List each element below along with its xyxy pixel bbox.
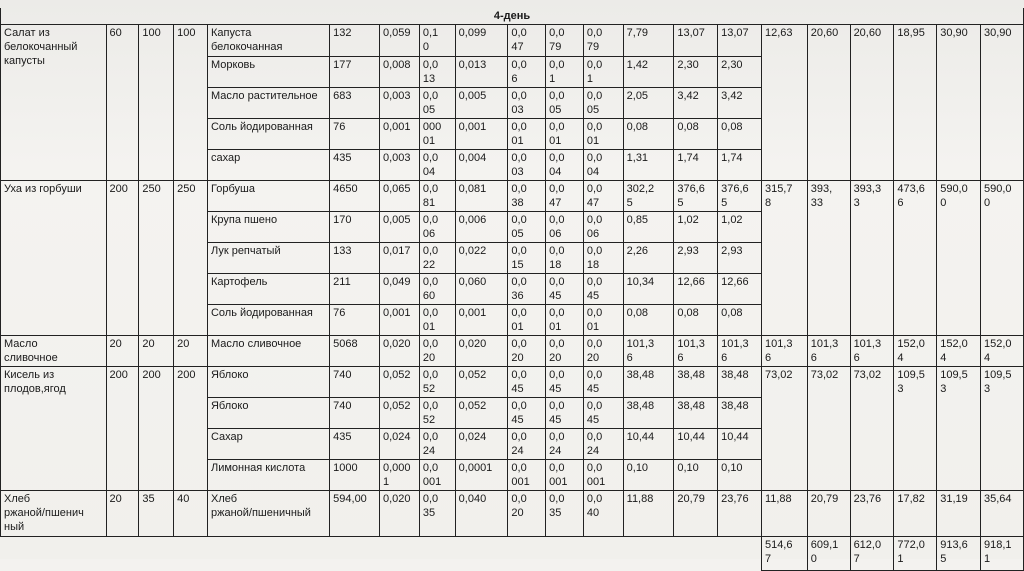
ingredient-col-3: 0,0 04: [419, 150, 455, 181]
ingredient-col-1: 740: [330, 367, 380, 398]
ingredient-col-6: 0,0 1: [546, 57, 584, 88]
ingredient-col-4: 0,006: [455, 212, 508, 243]
ingredient-col-1: 435: [330, 429, 380, 460]
ingredient-col-9: 2,30: [674, 57, 718, 88]
dish-total-5: 590,0 0: [937, 181, 981, 336]
ingredient-col-6: 0,0 45: [546, 274, 584, 305]
day-header: 4-день: [1, 8, 1024, 25]
ingredient-col-5: 0,0 01: [508, 119, 546, 150]
ingredient-col-1: 683: [330, 88, 380, 119]
dish-total-1: 12,63: [761, 25, 807, 181]
ingredient-col-8: 38,48: [623, 398, 674, 429]
portion-weight-3: 20: [174, 336, 208, 367]
dish-total-2: 20,79: [807, 491, 850, 537]
ingredient-col-5: 0,0 03: [508, 150, 546, 181]
ingredient-col-9: 38,48: [674, 398, 718, 429]
ingredient-col-7: 0,0 40: [583, 491, 623, 537]
dish-name: Салат из белокочанный капусты: [1, 25, 107, 181]
ingredient-col-8: 11,88: [623, 491, 674, 537]
ingredient-col-5: 0,0 01: [508, 305, 546, 336]
dish-total-4: 18,95: [894, 25, 937, 181]
ingredient-col-5: 0,0 03: [508, 88, 546, 119]
ingredient-name: Хлеб ржаной/пшеничный: [207, 491, 329, 537]
ingredient-col-10: 2,30: [718, 57, 762, 88]
ingredient-name: Соль йодированная: [207, 305, 329, 336]
table-row: [1, 336, 1024, 367]
ingredient-col-6: 0,0 79: [546, 25, 584, 57]
ingredient-col-3: 0,0 81: [419, 181, 455, 212]
dish-total-5: 109,5 3: [937, 367, 981, 491]
portion-weight-2: 200: [139, 367, 174, 491]
dish-total-5: 152,0 4: [937, 336, 981, 367]
ingredient-col-1: 435: [330, 150, 380, 181]
ingredient-col-1: 740: [330, 398, 380, 429]
ingredient-col-6: 0,0 01: [546, 119, 584, 150]
ingredient-col-6: 0,0 45: [546, 367, 584, 398]
ingredient-col-3: 0,0 13: [419, 57, 455, 88]
ingredient-name: Соль йодированная: [207, 119, 329, 150]
portion-weight-1: 200: [106, 181, 139, 336]
ingredient-col-6: 0,0 05: [546, 88, 584, 119]
dish-name: Хлеб ржаной/пшенич ный: [1, 491, 107, 537]
portion-weight-1: 20: [106, 336, 139, 367]
dish-total-3: 393,3 3: [850, 181, 894, 336]
ingredient-col-2: 0,017: [379, 243, 419, 274]
dish-total-6: 109,5 3: [981, 367, 1024, 491]
ingredient-col-5: 0,0 05: [508, 212, 546, 243]
dish-total-4: 17,82: [894, 491, 937, 537]
ingredient-col-2: 0,008: [379, 57, 419, 88]
dish-total-3: 73,02: [850, 367, 894, 491]
ingredient-col-8: 2,05: [623, 88, 674, 119]
ingredient-col-9: 20,79: [674, 491, 718, 537]
ingredient-col-1: 594,00: [330, 491, 380, 537]
ingredient-name: Капуста белокочанная: [207, 25, 329, 57]
ingredient-col-8: 1,31: [623, 150, 674, 181]
ingredient-col-7: 0,0 45: [583, 367, 623, 398]
ingredient-col-3: 0,0 01: [419, 305, 455, 336]
ingredient-col-6: 0,0 18: [546, 243, 584, 274]
ingredient-col-7: 0,0 01: [583, 119, 623, 150]
ingredient-name: Яблоко: [207, 398, 329, 429]
ingredient-col-1: 1000: [330, 460, 380, 491]
ingredient-col-2: 0,020: [379, 336, 419, 367]
ingredient-col-5: 0,0 45: [508, 398, 546, 429]
ingredient-col-9: 10,44: [674, 429, 718, 460]
ingredient-col-10: 10,44: [718, 429, 762, 460]
ingredient-col-4: 0,024: [455, 429, 508, 460]
ingredient-col-8: 0,08: [623, 305, 674, 336]
ingredient-col-10: 1,74: [718, 150, 762, 181]
ingredient-col-9: 0,10: [674, 460, 718, 491]
ingredient-col-9: 376,6 5: [674, 181, 718, 212]
portion-weight-1: 20: [106, 491, 139, 537]
grand-total-5: 913,6 5: [937, 537, 981, 571]
dish-total-5: 31,19: [937, 491, 981, 537]
ingredient-col-10: 23,76: [718, 491, 762, 537]
ingredient-col-4: 0,081: [455, 181, 508, 212]
ingredient-col-4: 0,052: [455, 367, 508, 398]
dish-total-6: 30,90: [981, 25, 1024, 181]
grand-total-row: [1, 537, 1024, 571]
ingredient-col-4: 0,001: [455, 305, 508, 336]
ingredient-col-7: 0,0 1: [583, 57, 623, 88]
ingredient-col-6: 0,0 47: [546, 181, 584, 212]
ingredient-col-2: 0,001: [379, 119, 419, 150]
dish-total-6: 590,0 0: [981, 181, 1024, 336]
ingredient-col-9: 1,74: [674, 150, 718, 181]
ingredient-name: Сахар: [207, 429, 329, 460]
portion-weight-3: 40: [174, 491, 208, 537]
ingredient-col-2: 0,003: [379, 88, 419, 119]
ingredient-col-2: 0,000 1: [379, 460, 419, 491]
ingredient-col-4: 0,022: [455, 243, 508, 274]
ingredient-col-2: 0,065: [379, 181, 419, 212]
ingredient-name: сахар: [207, 150, 329, 181]
ingredient-col-2: 0,049: [379, 274, 419, 305]
ingredient-col-4: 0,005: [455, 88, 508, 119]
dish-total-1: 101,3 6: [761, 336, 807, 367]
ingredient-col-9: 12,66: [674, 274, 718, 305]
ingredient-col-10: 3,42: [718, 88, 762, 119]
ingredient-col-9: 13,07: [674, 25, 718, 57]
ingredient-col-8: 10,44: [623, 429, 674, 460]
ingredient-col-7: 0,0 04: [583, 150, 623, 181]
dish-total-2: 20,60: [807, 25, 850, 181]
ingredient-col-7: 0,0 06: [583, 212, 623, 243]
ingredient-col-8: 38,48: [623, 367, 674, 398]
ingredient-col-8: 0,08: [623, 119, 674, 150]
ingredient-col-1: 76: [330, 119, 380, 150]
grand-total-2: 609,1 0: [807, 537, 850, 571]
portion-weight-2: 250: [139, 181, 174, 336]
ingredient-col-3: 0,1 0: [419, 25, 455, 57]
ingredient-col-7: 0,0 18: [583, 243, 623, 274]
ingredient-col-3: 0,0 001: [419, 460, 455, 491]
portion-weight-3: 250: [174, 181, 208, 336]
ingredient-col-10: 12,66: [718, 274, 762, 305]
ingredient-col-3: 0,0 52: [419, 367, 455, 398]
grand-total-3: 612,0 7: [850, 537, 894, 571]
ingredient-col-6: 0,0 06: [546, 212, 584, 243]
ingredient-col-2: 0,052: [379, 367, 419, 398]
ingredient-col-1: 5068: [330, 336, 380, 367]
ingredient-col-4: 0,001: [455, 119, 508, 150]
ingredient-col-1: 177: [330, 57, 380, 88]
portion-weight-2: 100: [139, 25, 174, 181]
ingredient-col-8: 1,42: [623, 57, 674, 88]
table-row: [1, 181, 1024, 212]
ingredient-col-7: 0,0 24: [583, 429, 623, 460]
dish-total-2: 101,3 6: [807, 336, 850, 367]
table-row: [1, 25, 1024, 57]
dish-total-3: 20,60: [850, 25, 894, 181]
ingredient-col-4: 0,0001: [455, 460, 508, 491]
ingredient-col-7: 0,0 45: [583, 274, 623, 305]
portion-weight-3: 200: [174, 367, 208, 491]
ingredient-col-5: 0,0 38: [508, 181, 546, 212]
ingredient-col-6: 0,0 24: [546, 429, 584, 460]
ingredient-col-5: 0,0 45: [508, 367, 546, 398]
ingredient-col-2: 0,024: [379, 429, 419, 460]
ingredient-name: Масло растительное: [207, 88, 329, 119]
grand-total-1: 514,6 7: [761, 537, 807, 571]
ingredient-col-10: 13,07: [718, 25, 762, 57]
ingredient-col-2: 0,005: [379, 212, 419, 243]
portion-weight-2: 20: [139, 336, 174, 367]
ingredient-col-7: 0,0 20: [583, 336, 623, 367]
dish-name: Масло сливочное: [1, 336, 107, 367]
dish-total-4: 473,6 6: [894, 181, 937, 336]
ingredient-col-2: 0,059: [379, 25, 419, 57]
ingredient-col-4: 0,052: [455, 398, 508, 429]
ingredient-col-4: 0,020: [455, 336, 508, 367]
ingredient-col-7: 0,0 47: [583, 181, 623, 212]
ingredient-col-5: 0,0 6: [508, 57, 546, 88]
ingredient-col-3: 0,0 06: [419, 212, 455, 243]
ingredient-name: Крупа пшено: [207, 212, 329, 243]
blank-cell: [1, 537, 762, 571]
ingredient-name: Яблоко: [207, 367, 329, 398]
ingredient-col-9: 3,42: [674, 88, 718, 119]
ingredient-col-8: 7,79: [623, 25, 674, 57]
ingredient-col-4: 0,040: [455, 491, 508, 537]
ingredient-col-1: 76: [330, 305, 380, 336]
ingredient-col-6: 0,0 45: [546, 398, 584, 429]
ingredient-col-5: 0,0 24: [508, 429, 546, 460]
dish-total-2: 393, 33: [807, 181, 850, 336]
ingredient-name: Горбуша: [207, 181, 329, 212]
ingredient-col-3: 0,0 20: [419, 336, 455, 367]
ingredient-col-1: 170: [330, 212, 380, 243]
dish-total-1: 73,02: [761, 367, 807, 491]
dish-name: Кисель из плодов,ягод: [1, 367, 107, 491]
ingredient-col-6: 0,0 20: [546, 336, 584, 367]
dish-total-3: 101,3 6: [850, 336, 894, 367]
ingredient-col-5: 0,0 47: [508, 25, 546, 57]
ingredient-name: Картофель: [207, 274, 329, 305]
ingredient-col-9: 2,93: [674, 243, 718, 274]
dish-total-2: 73,02: [807, 367, 850, 491]
ingredient-col-6: 0,0 04: [546, 150, 584, 181]
ingredient-col-3: 0,0 05: [419, 88, 455, 119]
ingredient-col-5: 0,0 20: [508, 336, 546, 367]
ingredient-col-4: 0,060: [455, 274, 508, 305]
ingredient-name: Лук репчатый: [207, 243, 329, 274]
grand-total-6: 918,1 1: [981, 537, 1024, 571]
dish-total-3: 23,76: [850, 491, 894, 537]
ingredient-col-4: 0,099: [455, 25, 508, 57]
ingredient-col-6: 0,0 01: [546, 305, 584, 336]
dish-name: Уха из горбуши: [1, 181, 107, 336]
ingredient-col-8: 2,26: [623, 243, 674, 274]
ingredient-col-10: 101,3 6: [718, 336, 762, 367]
ingredient-col-8: 101,3 6: [623, 336, 674, 367]
ingredient-col-10: 38,48: [718, 398, 762, 429]
table-row: [1, 491, 1024, 537]
ingredient-name: Лимонная кислота: [207, 460, 329, 491]
ingredient-col-2: 0,003: [379, 150, 419, 181]
ingredient-col-6: 0,0 35: [546, 491, 584, 537]
portion-weight-3: 100: [174, 25, 208, 181]
dish-total-5: 30,90: [937, 25, 981, 181]
ingredient-col-5: 0,0 20: [508, 491, 546, 537]
ingredient-col-10: 2,93: [718, 243, 762, 274]
ingredient-col-7: 0,0 79: [583, 25, 623, 57]
dish-total-1: 315,7 8: [761, 181, 807, 336]
ingredient-col-8: 302,2 5: [623, 181, 674, 212]
ingredient-col-3: 0,0 35: [419, 491, 455, 537]
ingredient-col-8: 10,34: [623, 274, 674, 305]
ingredient-col-2: 0,052: [379, 398, 419, 429]
dish-total-6: 152,0 4: [981, 336, 1024, 367]
ingredient-col-9: 101,3 6: [674, 336, 718, 367]
dish-total-4: 152,0 4: [894, 336, 937, 367]
ingredient-col-1: 132: [330, 25, 380, 57]
ingredient-col-8: 0,10: [623, 460, 674, 491]
grand-total-4: 772,0 1: [894, 537, 937, 571]
ingredient-col-4: 0,013: [455, 57, 508, 88]
ingredient-col-1: 133: [330, 243, 380, 274]
ingredient-name: Масло сливочное: [207, 336, 329, 367]
ingredient-col-3: 0,0 22: [419, 243, 455, 274]
ingredient-col-7: 0,0 01: [583, 305, 623, 336]
ingredient-col-9: 0,08: [674, 305, 718, 336]
ingredient-col-5: 0,0 001: [508, 460, 546, 491]
ingredient-col-1: 4650: [330, 181, 380, 212]
ingredient-col-9: 38,48: [674, 367, 718, 398]
ingredient-col-5: 0,0 36: [508, 274, 546, 305]
ingredient-name: Морковь: [207, 57, 329, 88]
ration-table: [0, 8, 1024, 571]
ingredient-col-2: 0,001: [379, 305, 419, 336]
ingredient-col-9: 1,02: [674, 212, 718, 243]
ingredient-col-3: 0,0 24: [419, 429, 455, 460]
ingredient-col-6: 0,0 001: [546, 460, 584, 491]
dish-total-4: 109,5 3: [894, 367, 937, 491]
ingredient-col-7: 0,0 45: [583, 398, 623, 429]
ingredient-col-8: 0,85: [623, 212, 674, 243]
ingredient-col-1: 211: [330, 274, 380, 305]
ingredient-col-3: 0,0 52: [419, 398, 455, 429]
portion-weight-1: 60: [106, 25, 139, 181]
portion-weight-1: 200: [106, 367, 139, 491]
ingredient-col-10: 0,10: [718, 460, 762, 491]
portion-weight-2: 35: [139, 491, 174, 537]
ingredient-col-3: 0,0 60: [419, 274, 455, 305]
ingredient-col-3: 000 01: [419, 119, 455, 150]
ingredient-col-10: 0,08: [718, 305, 762, 336]
ingredient-col-9: 0,08: [674, 119, 718, 150]
ingredient-col-4: 0,004: [455, 150, 508, 181]
ingredient-col-7: 0,0 001: [583, 460, 623, 491]
ingredient-col-2: 0,020: [379, 491, 419, 537]
ingredient-col-10: 376,6 5: [718, 181, 762, 212]
ingredient-col-7: 0,0 05: [583, 88, 623, 119]
table-row: [1, 367, 1024, 398]
ingredient-col-10: 1,02: [718, 212, 762, 243]
dish-total-6: 35,64: [981, 491, 1024, 537]
dish-total-1: 11,88: [761, 491, 807, 537]
ingredient-col-10: 38,48: [718, 367, 762, 398]
ingredient-col-10: 0,08: [718, 119, 762, 150]
ingredient-col-5: 0,0 15: [508, 243, 546, 274]
